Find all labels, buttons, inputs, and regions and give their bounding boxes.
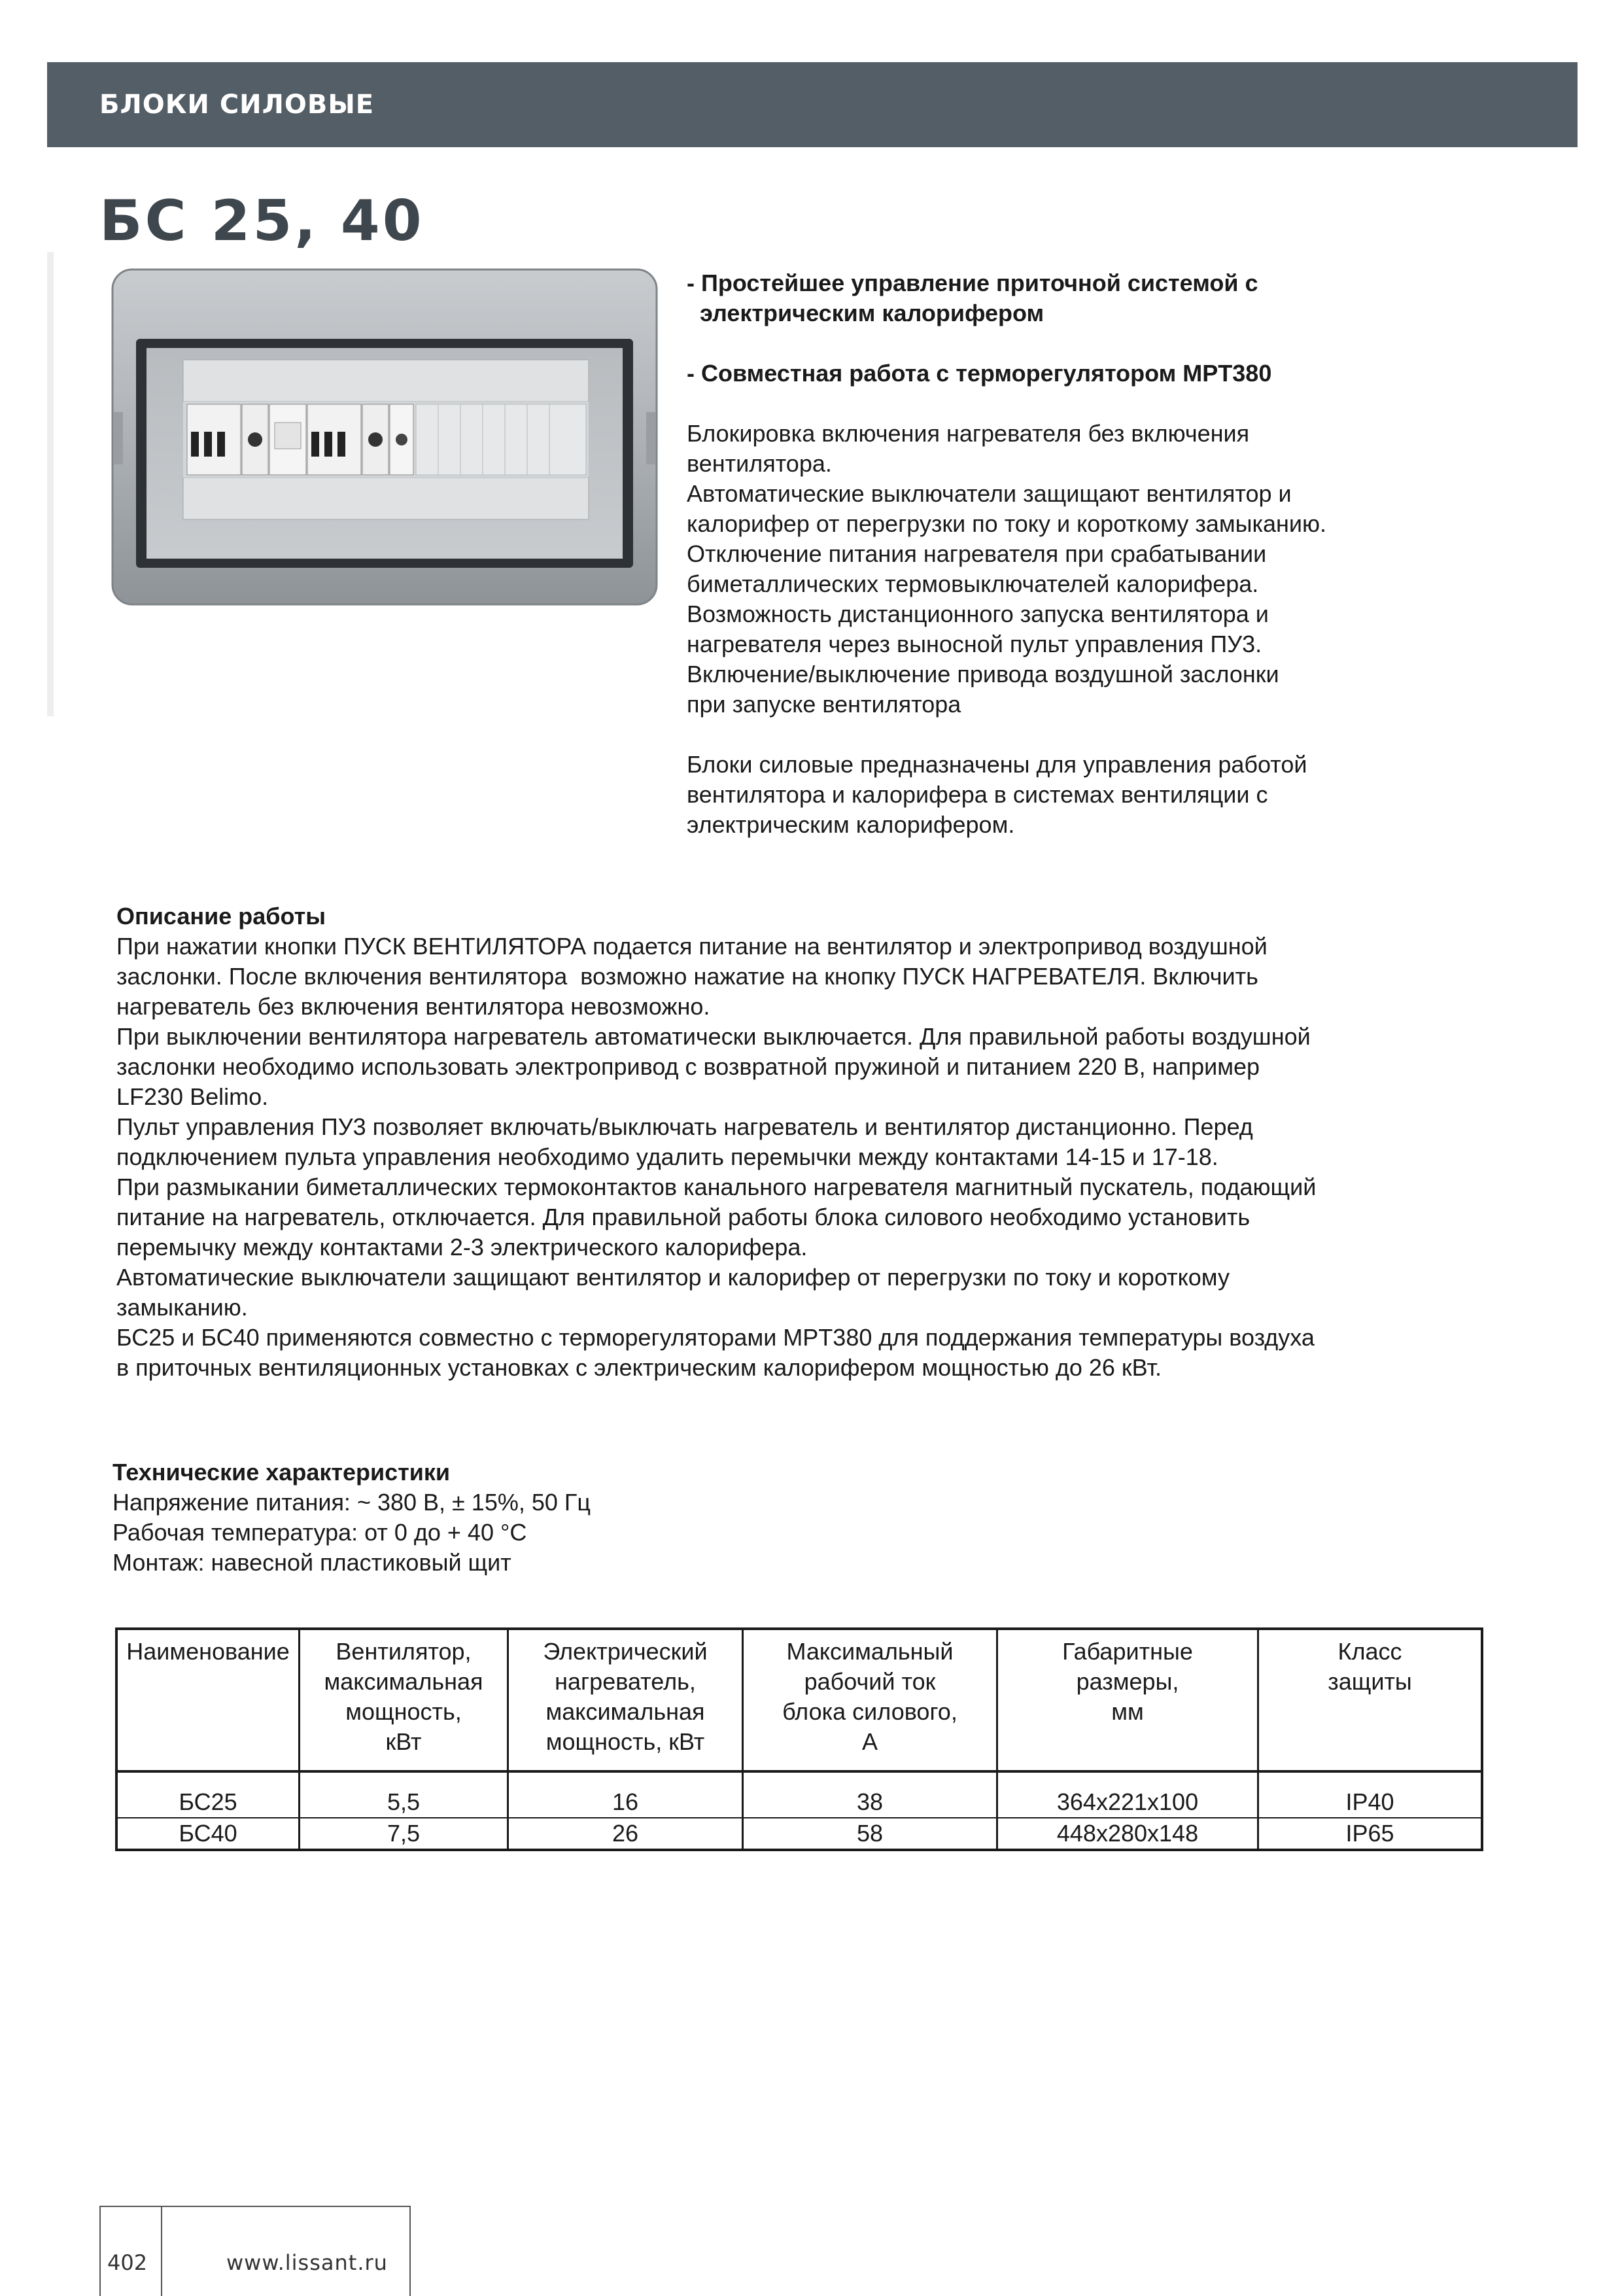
specs-heading: Технические характеристики [112, 1459, 451, 1486]
spec-table [115, 1627, 1483, 1851]
description-line: перемычку между контактами 2-3 электрического калорифера. [116, 1234, 808, 1261]
description-section [116, 901, 1555, 1383]
side-decor-line [47, 252, 54, 716]
purpose-line: Блоки силовые предназначены для управления работой [687, 751, 1307, 778]
feature-bullet-1 [687, 268, 1550, 328]
table-cell: 448х280х148 [997, 1818, 1258, 1850]
description-line: При выключении вентилятора нагреватель автоматически выключается. Для правильной работы воздушной [116, 1023, 1311, 1050]
description-line: При нажатии кнопки ПУСК ВЕНТИЛЯТОРА подается питание на вентилятор и электропривод воздушной [116, 933, 1268, 960]
table-cell: IP40 [1258, 1771, 1483, 1818]
footer [99, 2206, 411, 2296]
features-block [687, 268, 1550, 840]
description-line: подключением пульта управления необходимо удалить перемычки между контактами 14-15 и 17-18. [116, 1143, 1218, 1170]
column-header-dimensions: Габаритные размеры, мм [997, 1629, 1258, 1771]
detail-line: Автоматические выключатели защищают вентилятор и [687, 480, 1292, 507]
section-header-bar [47, 62, 1578, 147]
spec-line: Напряжение питания: ~ 380 В, ± 15%, 50 Гц [112, 1489, 591, 1516]
description-line: LF230 Belimo. [116, 1083, 269, 1110]
feature-details [687, 419, 1550, 720]
table-cell: 5,5 [300, 1771, 508, 1818]
breaker-group-right [307, 404, 413, 475]
column-header-name: Наименование [116, 1629, 300, 1771]
page-title: БС 25, 40 [99, 188, 424, 254]
footer-divider [161, 2207, 162, 2296]
description-line: Автоматические выключатели защищают вентилятор и калорифер от перегрузки по току и короткому [116, 1264, 1230, 1291]
feature-purpose [687, 750, 1550, 840]
feature-bullet-1-line-2: электрическим калорифером [687, 300, 1044, 326]
detail-line: вентилятора. [687, 450, 832, 477]
table-cell: БС25 [116, 1771, 300, 1818]
table-header-row [116, 1629, 1482, 1771]
detail-line: при запуске вентилятора [687, 691, 961, 718]
detail-line: Возможность дистанционного запуска вентилятора и [687, 600, 1269, 627]
purpose-line: вентилятора и калорифера в системах вентиляции с [687, 781, 1268, 808]
description-line: питание на нагреватель, отключается. Для правильной работы блока силового необходимо установить [116, 1204, 1251, 1230]
table-cell: IP65 [1258, 1818, 1483, 1850]
description-line: заслонки. После включения вентилятора возможно нажатие на кнопку ПУСК НАГРЕВАТЕЛЯ. Включить [116, 963, 1258, 990]
description-line: заслонки необходимо использовать электропривод с возвратной пружиной и питанием 220 В, например [116, 1053, 1260, 1080]
feature-bullet-1-line-1: - Простейшее управление приточной системой с [687, 270, 1258, 296]
description-heading: Описание работы [116, 903, 326, 930]
purpose-line: электрическим калорифером. [687, 811, 1015, 838]
din-cover-top [183, 360, 589, 402]
spec-line: Рабочая температура: от 0 до + 40 °С [112, 1519, 527, 1546]
table-cell: 7,5 [300, 1818, 508, 1850]
detail-line: калорифер от перегрузки по току и короткому замыканию. [687, 510, 1327, 537]
detail-line: нагревателя через выносной пульт управления ПУ3. [687, 631, 1262, 657]
table-cell: 38 [743, 1771, 997, 1818]
specs-section [112, 1457, 1094, 1578]
table-cell: БС40 [179, 1820, 237, 1847]
detail-line: Отключение питания нагревателя при срабатывании [687, 540, 1267, 567]
hinge-right [646, 412, 655, 464]
description-line: При размыкании биметаллических термоконтактов канального нагревателя магнитный пускатель, подающий [116, 1174, 1317, 1200]
section-name: БЛОКИ СИЛОВЫЕ [99, 90, 375, 120]
description-line: в приточных вентиляционных установках с электрическим калорифером мощностью до 26 кВт. [116, 1354, 1162, 1381]
feature-bullet-2 [687, 358, 1550, 389]
description-line: БС25 и БС40 применяются совместно с терморегуляторами MPT380 для поддержания температуры воздуха [116, 1324, 1315, 1351]
blank-modules [416, 404, 586, 475]
din-cover-bottom [183, 478, 589, 519]
detail-line: Включение/выключение привода воздушной заслонки [687, 661, 1279, 687]
spec-line: Монтаж: навесной пластиковый щит [112, 1549, 511, 1576]
description-line: замыканию. [116, 1294, 248, 1321]
product-image [110, 268, 659, 608]
detail-line: Блокировка включения нагревателя без включения [687, 420, 1250, 447]
feature-bullet-2-line-1: - Совместная работа с терморегулятором MPT380 [687, 360, 1272, 387]
table-cell: 58 [743, 1818, 997, 1850]
hinge-left [114, 412, 123, 464]
table-cell: 26 [508, 1818, 743, 1850]
detail-line: биметаллических термовыключателей калорифера. [687, 570, 1259, 597]
website-link[interactable]: www.lissant.ru [226, 2250, 388, 2275]
description-line: нагреватель без включения вентилятора невозможно. [116, 993, 710, 1020]
table-cell: 16 [508, 1771, 743, 1818]
column-header-fan-power: Вентилятор, максимальная мощность, кВт [300, 1629, 508, 1771]
breaker-group-left [187, 404, 306, 475]
table-row [116, 1771, 1482, 1818]
column-header-heater-power: Электрический нагреватель, максимальная мощность, кВт [508, 1629, 743, 1771]
column-header-max-current: Максимальный рабочий ток блока силового, А [743, 1629, 997, 1771]
description-line: Пульт управления ПУ3 позволяет включать/выключать нагреватель и вентилятор дистанционно. Перед [116, 1113, 1253, 1140]
column-header-protection-class: Класс защиты [1258, 1629, 1483, 1771]
table-row [116, 1818, 1482, 1850]
page-number: 402 [107, 2250, 148, 2275]
table-cell: 364х221х100 [997, 1771, 1258, 1818]
